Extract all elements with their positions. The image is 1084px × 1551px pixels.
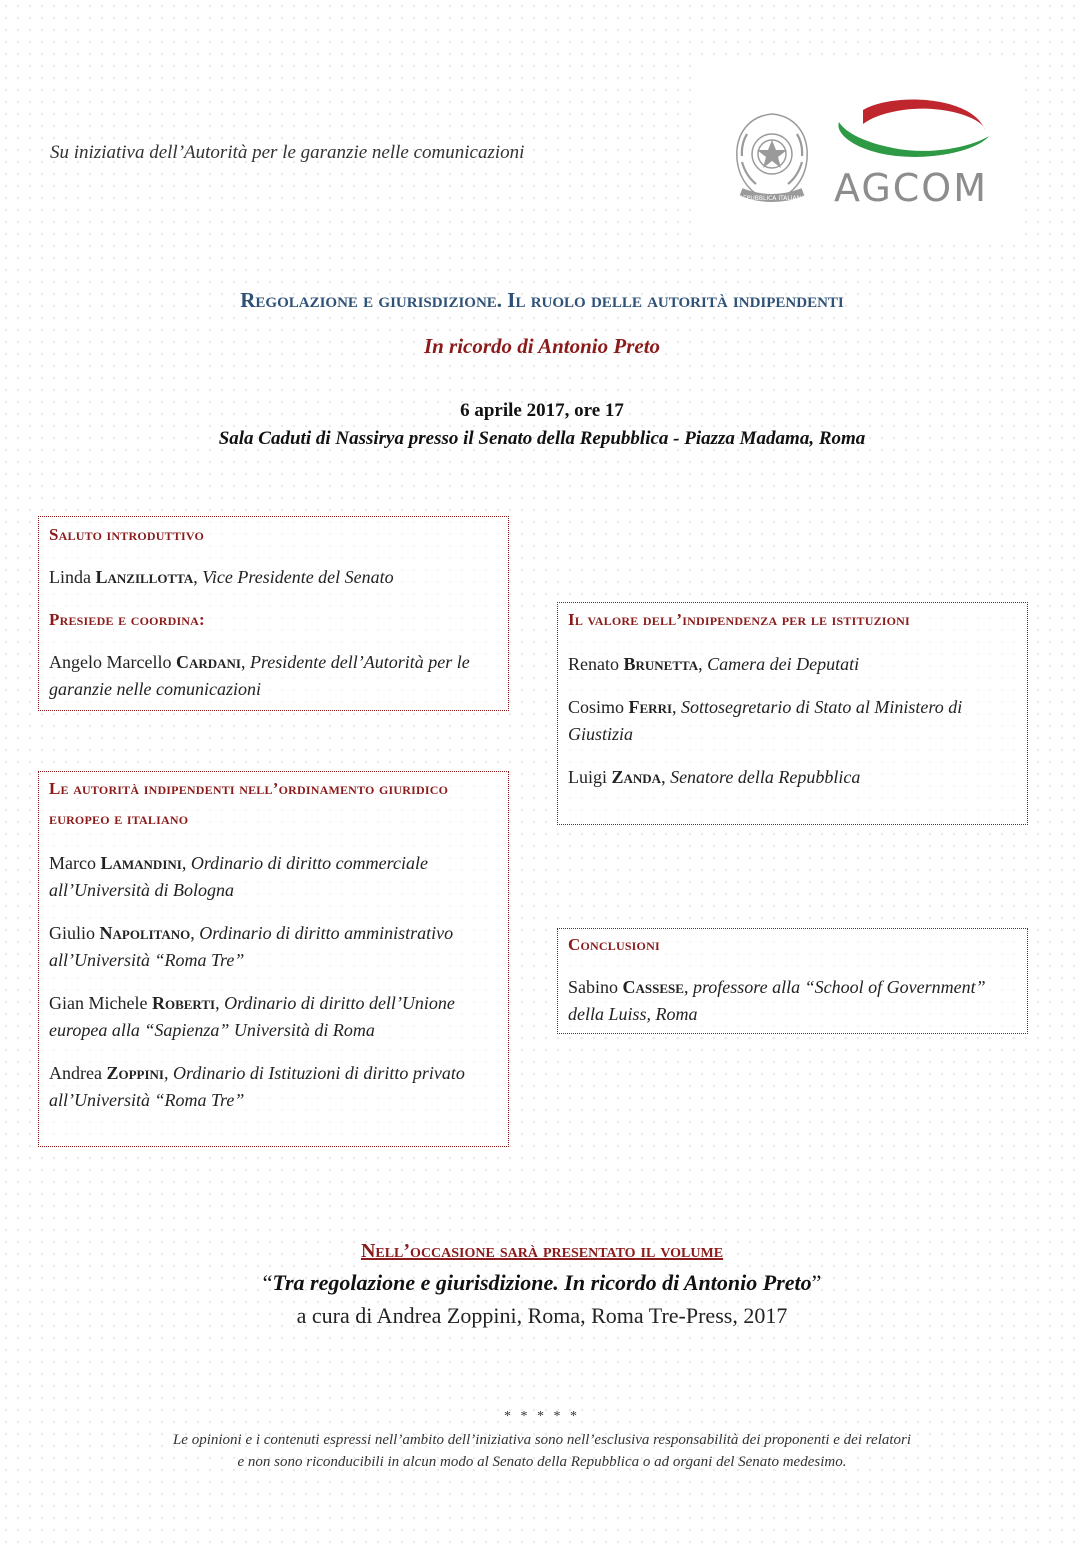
speaker-entry: Giulio Napolitano, Ordinario di diritto amministrativo all’Università “Roma Tre” [49,923,454,970]
speaker-entry: Luigi Zanda, Senatore della Repubblica [568,767,861,787]
volume-heading: Nell’occasione sarà presentato il volume [360,1240,724,1262]
section-heading-conclusioni: Conclusioni [568,935,660,954]
section-heading-valore: Il valore dell’indipendenza per le istituzioni [568,610,910,629]
speaker-entry: Andrea Zoppini, Ordinario di Istituzioni di diritto privato all’Università “Roma Tre” [49,1063,465,1110]
disclaimer: Le opinioni e i contenuti espressi nell’ambito dell’iniziativa sono nell’esclusiva responsabilità dei proponenti e dei relatori e non sono riconducibili in alcun modo al Senato della Repubblica o ad organi del Senato medesimo. [172,1432,912,1470]
speaker-entry: Marco Lamandini, Ordinario di diritto commerciale all’Università di Bologna [49,853,428,900]
emblem-text: REPUBBLICA ITALIANA [738,195,806,202]
section-heading-saluto: Saluto introduttivo [49,525,205,544]
event-venue: Sala Caduti di Nassirya presso il Senato della Repubblica - Piazza Madama, Roma [218,428,866,449]
initiative-line: Su iniziativa dell’Autorità per le garanzie nelle comunicazioni [50,142,525,163]
speaker-entry: Renato Brunetta, Camera dei Deputati [568,654,860,674]
panel-valore [557,602,1028,825]
event-title: Regolazione e giurisdizione. Il ruolo delle autorità indipendenti [240,288,844,312]
speaker-entry: Sabino Cassese, professore alla “School of Government” della Luiss, Roma [568,977,986,1024]
opening-panel [38,516,509,711]
section-heading-presiede: Presiede e coordina: [49,610,205,629]
logo-area [697,62,1017,242]
separator-stars: * * * * * [504,1409,580,1424]
agcom-logo-text: AGCOM [834,166,989,210]
panel-conclusioni [557,928,1028,1034]
volume-title: “Tra regolazione e giurisdizione. In ricordo di Antonio Preto” [262,1270,822,1295]
speaker-entry: Angelo Marcello Cardani, Presidente dell’Autorità per le garanzie nelle comunicazioni [49,652,470,699]
panel-autorita [38,771,509,1147]
section-heading-autorita: Le autorità indipendenti nell’ordinamento giuridico europeo e italiano [49,779,449,828]
event-date: 6 aprile 2017, ore 17 [460,400,624,421]
event-subtitle: In ricordo di Antonio Preto [423,334,661,358]
agcom-swoosh-icon [833,96,993,166]
volume-editor: a cura di Andrea Zoppini, Roma, Roma Tre-Press, 2017 [296,1303,788,1328]
speaker-entry: Linda Lanzillotta, Vice Presidente del Senato [49,567,394,587]
italian-emblem-icon [727,104,817,208]
speaker-entry: Gian Michele Roberti, Ordinario di diritto dell’Unione europea alla “Sapienza” Università di Roma [49,993,455,1040]
speaker-entry: Cosimo Ferri, Sottosegretario di Stato al Ministero di Giustizia [568,697,963,744]
